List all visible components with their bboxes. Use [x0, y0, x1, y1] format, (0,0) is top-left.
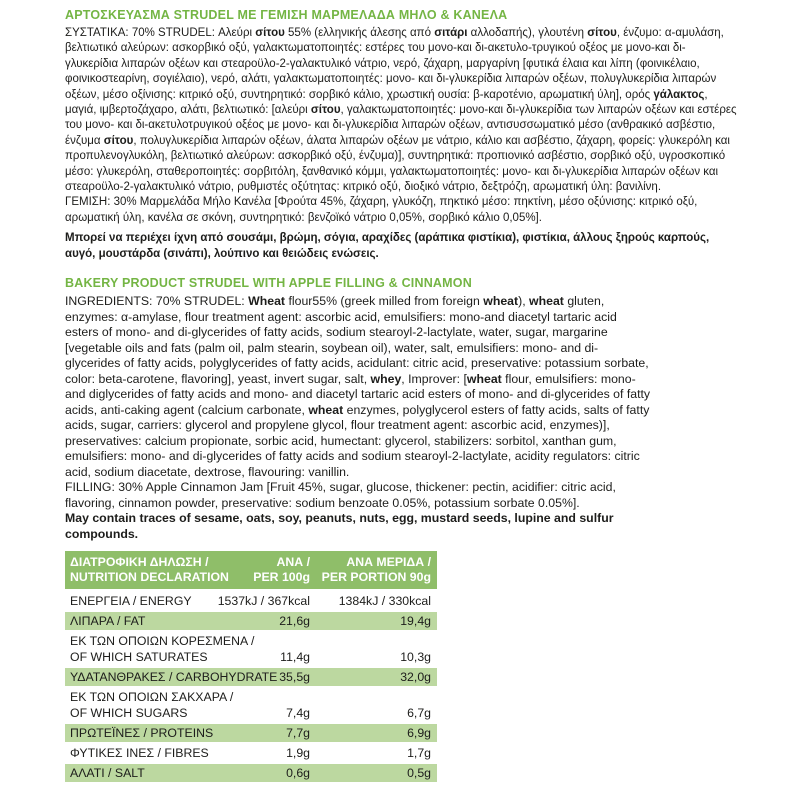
table-row-salt: ΑΛΑΤΙ / SALT 0,6g 0,5g	[65, 764, 437, 782]
nutrition-table-header	[65, 551, 437, 589]
table-row-fibres: ΦΥΤΙΚΕΣ ΙΝΕΣ / FIBRES 1,9g 1,7g	[70, 746, 431, 761]
table-row-proteins: ΠΡΩΤΕΪΝΕΣ / PROTEINS 7,7g 6,9g	[65, 724, 437, 742]
ingredients-english: INGREDIENTS: 70% STRUDEL: Wheat flour55% (greek milled from foreign wheat), wheat gluten, enzymes: α-amylase, flour treatment agent: ascorbic acid, emulsifiers: mono-and diacetyl tartaric acid esters of mono- and di-glycerides of fatty acids, sodium stearoyl-2-lactylate, water, sugar, margarine [vegetable oils and fats (palm oil, palm stearin, soybean oil), water, salt, emulsifiers: mono- and di-glycerides of fatty acids, polyglycerides of fatty acids, acidulant: citric acid, preservative: potassium sorbate, color: beta-carotene, flavoring], yeast, invert sugar, salt, whey, Improver: [wheat flour, emulsifiers: mono- and diglycerides of fatty acids and mono- and diacetyl tartaric acid esters of mono- and di-glycerides of fatty acids, anti-caking agent (calcium carbonate, wheat enzymes, polyglycerol esters of fatty acids, salts of fatty acids, sugar, carriers: glycerol and propylene glycol, flour treatment agent: ascorbic acid, enzymes)], preservatives: calcium propionate, sorbic acid, humectant: glycerol, stabilizers: sorbitol, xanthan gum, emulsifiers: mono- and di-glycerides of fatty acids and sodium stearoyl-2-lactylate, acidity regulators: citric acid, sodium diacetate, dextrose, flavouring: vanillin. FILLING: 30% Apple Cinnamon Jam [Fruit 45%, sugar, glucose, thickener: pectin, acidifier: citric acid, flavoring, cinnamon powder, preservative: sodium benzoate 0.05%, potassium sorbate 0.05%].	[65, 294, 651, 510]
product-title-english: BAKERY PRODUCT STRUDEL WITH APPLE FILLING & CINNAMON	[65, 276, 472, 291]
header-declaration: ΔΙΑΤΡΟΦΙΚΗ ΔΗΛΩΣΗ / NUTRITION DECLARATION	[70, 555, 229, 585]
table-row-energy: ΕΝΕΡΓΕΙΑ / ENERGY 1537kJ / 367kcal 1384kJ / 330kcal	[70, 594, 431, 609]
header-per-100g: ΑΝΑ / PER 100g	[253, 555, 310, 585]
table-row-carbohydrate: ΥΔΑΤΑΝΘΡΑΚΕΣ / CARBOHYDRATE 35,5g 32,0g	[65, 668, 437, 686]
header-per-portion: ΑΝΑ ΜΕΡΙΔΑ / PER PORTION 90g	[321, 555, 431, 585]
product-title-greek: ΑΡΤΟΣΚΕΥΑΣΜΑ STRUDEL ΜΕ ΓΕΜΙΣΗ ΜΑΡΜΕΛΑΔΑ ΜΗΛΟ & ΚΑΝΕΛΑ	[65, 8, 508, 22]
table-row-fat: ΛΙΠΑΡΑ / FAT 21,6g 19,4g	[65, 612, 437, 630]
ingredients-greek: ΣΥΣΤΑΤΙΚΑ: 70% STRUDEL: Αλεύρι σίτου 55% (ελληνικής άλεσης από σιτάρι αλλοδαπής), γλουτένη σίτου, ένζυμο: α-αμυλάση, βελτιωτικό αλεύρων: ασκορβικό οξύ, γαλακτωματοποιητές: εστέρες του μονο-και δι-ακετυλο-τρυγικού οξέος με μονο-και δι-γλυκερίδια λιπαρών οξέων και στεαροϋλο-2-γαλακτυλικό νάτριο, νερό, ζάχαρη, μαργαρίνη [φυτικά έλαια και λίπη (φοινικέλαιο, φοινικοστεαρίνη, σογιέλαιο), νερό, αλάτι, γαλακτωματοποιητές: μονο- και δι-γλυκερίδια λιπαρών οξέων, πολυγλυκερίδια λιπαρών οξέων, μέσο οξίνισης: κιτρικό οξύ, συντηρητικό: σορβικό κάλιο, χρωστική ουσία: β-καροτένιο, αρωματική ύλη], ορός γάλακτος, μαγιά, ιμβερτοζάχαρο, αλάτι, βελτιωτικό: [αλεύρι σίτου, γαλακτωματοποιητές: μονο-και δι-γλυκερίδια των λιπαρών οξέων και εστέρες του μονο- και δι-ακετυλοτρυγικού οξέος με μονο- και δι-γλυκερίδια λιπαρών οξέων, αντισυσσωματικό μέσο (ανθρακικό ασβέστιο, ένζυμα σίτου, πολυγλυκερίδια λιπαρών οξέων, άλατα λιπαρών οξέων με νάτριο, κάλιο και ασβέστιο, ζάχαρη, φορείς: γλυκερόλη και προπυλενογλυκόλη, βελτιωτικό αλεύρων: ασκορβικό οξύ, ένζυμα)], συντηρητικά: προπιονικό ασβέστιο, σορβικό οξύ, υγροσκοπικό μέσο: γλυκερόλη, σταθεροποιητές: σορβιτόλη, ξανθανικό κόμμι, γαλακτωματοποιητές: μονο- και δι-γλυκερίδια λιπαρών οξέων και στεαροϋλο-2-γαλακτυλικό νάτριο, ρυθμιστές οξύτητας: κιτρικό οξύ, διοξικό νάτριο, δεξτρόζη, αρωματική ύλη: βανιλίνη. ΓΕΜΙΣΗ: 30% Μαρμελάδα Μήλο Κανέλα [Φρούτα 45%, ζάχαρη, γλυκόζη, πηκτικό μέσο: πηκτίνη, μέσο οξύνισης: κιτρικό οξύ, αρωματική ύλη, κανέλα σε σκόνη, συντηρητικό: βενζοϊκό νάτριο 0,05%, σορβικό κάλιο 0,05%].	[65, 27, 737, 224]
table-row-saturates: ΕΚ ΤΩΝ ΟΠΟΙΩΝ ΚΟΡΕΣΜΕΝΑ / OF WHICH SATURATES 11,4g 10,3g	[70, 634, 431, 665]
allergen-notice-english: May contain traces of sesame, oats, soy, peanuts, nuts, egg, mustard seeds, lupine and sulfur compounds.	[65, 511, 614, 541]
table-row-sugars: ΕΚ ΤΩΝ ΟΠΟΙΩΝ ΣΑΚΧΑΡΑ / OF WHICH SUGARS 7,4g 6,7g	[70, 690, 431, 721]
nutrition-table	[65, 551, 437, 782]
allergen-notice-greek: Μπορεί να περιέχει ίχνη από σουσάμι, βρώμη, σόγια, αραχίδες (αράπικα φιστίκια), φιστίκια, άλλους ξηρούς καρπούς, αυγό, μουστάρδα (σινάπι), λούπινο και θειώδεις ενώσεις.	[65, 232, 710, 260]
